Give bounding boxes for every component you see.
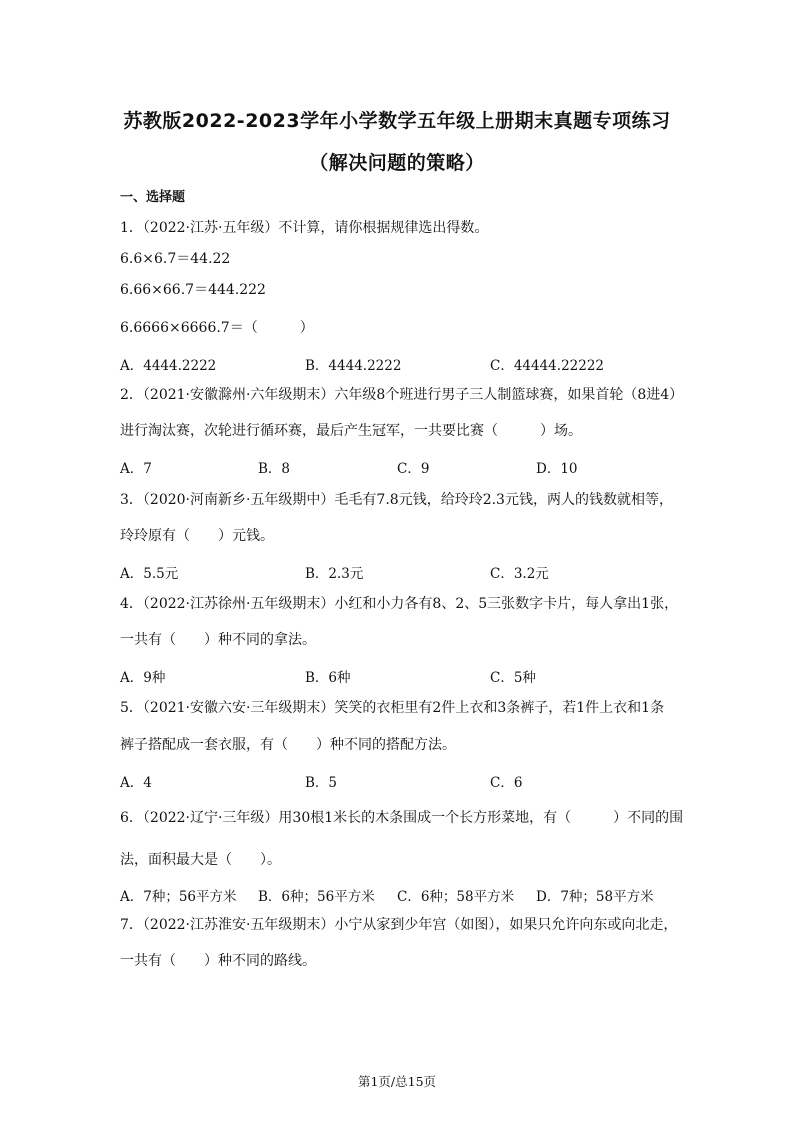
page-number: 第1页/总15页 xyxy=(357,1074,437,1089)
question-6-stem-line-1: 6．（2022·辽宁·三年级）用30根1米长的木条围成一个长方形菜地，有（ ）不同的围 xyxy=(120,810,684,826)
question-4-option-c[interactable]: C．5种 xyxy=(490,670,536,686)
question-6-option-b[interactable]: B．6种；56平方米 xyxy=(258,889,375,905)
question-2-option-d[interactable]: D．10 xyxy=(536,461,578,477)
question-5-option-b[interactable]: B．5 xyxy=(305,775,338,791)
question-3-stem-line-2: 玲玲原有（ ）元钱。 xyxy=(120,528,274,544)
section-heading: 一、选择题 xyxy=(120,190,186,205)
question-7-stem-line-1: 7．（2022·江苏淮安·五年级期末）小宁从家到少年宫（如图），如果只允许向东或向北走， xyxy=(120,917,678,933)
question-7-stem-line-2: 一共有（ ）种不同的路线。 xyxy=(120,953,316,969)
question-2-option-c[interactable]: C．9 xyxy=(397,461,430,477)
question-5-stem-line-2: 裤子搭配成一套衣服，有（ ）种不同的搭配方法。 xyxy=(120,737,456,753)
question-6-option-c[interactable]: C．6种；58平方米 xyxy=(397,889,515,905)
question-2-stem-line-1: 2．（2021·安徽滁州·六年级期末）六年级8个班进行男子三人制篮球赛，如果首轮（8进4） xyxy=(120,387,684,403)
question-4-option-b[interactable]: B．6种 xyxy=(305,670,351,686)
question-3-option-c[interactable]: C．3.2元 xyxy=(490,566,549,582)
question-4-option-a[interactable]: A．9种 xyxy=(120,670,166,686)
question-6-option-d[interactable]: D．7种；58平方米 xyxy=(536,889,654,905)
question-3-stem-line-1: 3．（2020·河南新乡·五年级期中）毛毛有7.8元钱，给玲玲2.3元钱，两人的钱数就相等， xyxy=(120,492,673,508)
question-1-example-1: 6.6×6.7＝44.22 xyxy=(120,251,231,267)
question-2-option-a[interactable]: A．7 xyxy=(120,461,152,477)
question-5-option-c[interactable]: C．6 xyxy=(490,775,523,791)
question-2-option-b[interactable]: B．8 xyxy=(258,461,291,477)
question-5-option-a[interactable]: A．4 xyxy=(120,775,152,791)
question-3-option-b[interactable]: B．2.3元 xyxy=(305,566,364,582)
question-3-option-a[interactable]: A．5.5元 xyxy=(120,566,179,582)
question-2-stem-line-2: 进行淘汰赛，次轮进行循环赛，最后产生冠军，一共要比赛（ ）场。 xyxy=(120,423,582,439)
question-1-example-2: 6.66×66.7＝444.222 xyxy=(120,282,266,298)
question-6-option-a[interactable]: A．7种；56平方米 xyxy=(120,889,237,905)
question-5-stem-line-1: 5．（2021·安徽六安·三年级期末）笑笑的衣柜里有2件上衣和3条裤子，若1件上衣和1条 xyxy=(120,700,665,716)
question-1-option-a[interactable]: A．4444.2222 xyxy=(120,358,217,374)
question-6-stem-line-2: 法，面积最大是（ ）。 xyxy=(120,852,281,868)
question-4-stem-line-1: 4．（2022·江苏徐州·五年级期末）小红和小力各有8、2、5三张数字卡片，每人拿出1张， xyxy=(120,596,679,612)
question-1-prompt: 6.6666×6666.7＝（ ） xyxy=(120,320,314,336)
question-1-option-b[interactable]: B．4444.2222 xyxy=(305,358,402,374)
question-1-stem: 1．（2022·江苏·五年级）不计算，请你根据规律选出得数。 xyxy=(120,220,489,236)
question-4-stem-line-2: 一共有（ ）种不同的拿法。 xyxy=(120,632,316,648)
question-1-option-c[interactable]: C．44444.22222 xyxy=(490,358,605,374)
document-subtitle: （解决问题的策略） xyxy=(309,152,485,174)
document-title: 苏教版2022-2023学年小学数学五年级上册期末真题专项练习 xyxy=(123,110,671,132)
